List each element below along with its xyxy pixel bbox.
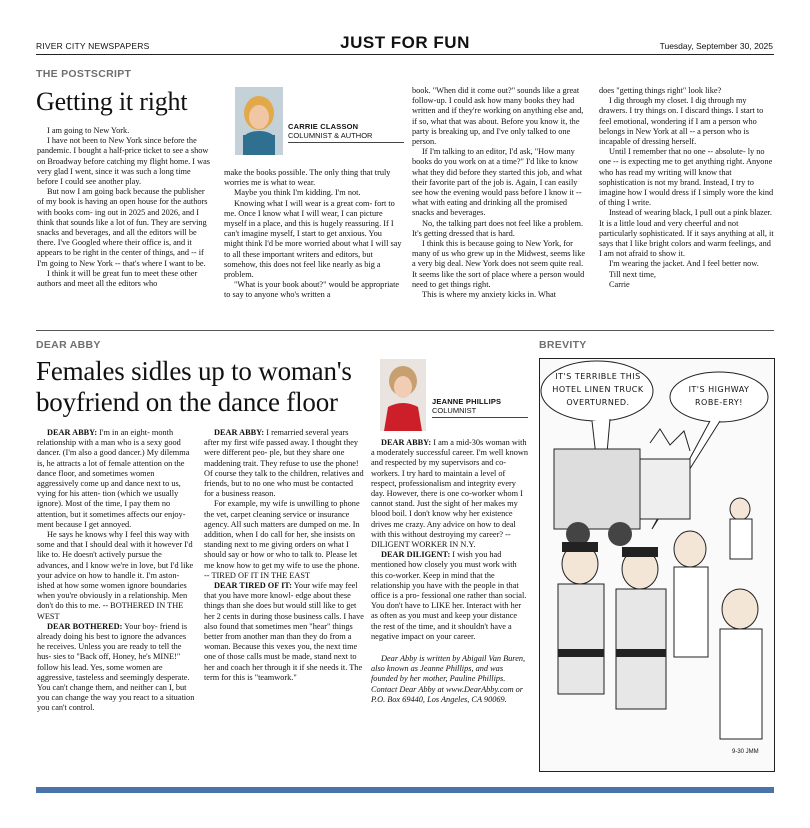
postscript-section-label: THE POSTSCRIPT: [36, 68, 132, 80]
paragraph: Instead of wearing black, I pull out a pink blazer. It is a little loud and very cheerful and not particularly sophisticated. If it says anything at all, it says that I like bright colors and warm feelings, and I am not afraid to show it.: [599, 208, 774, 259]
postscript-headline: Getting it right: [36, 87, 188, 116]
letter-paragraph: For example, my wife is unwilling to phone the vet, carpet cleaning service or insurance agency. All such matters are dumped on me. In addition, when I do call for her, she insists on standing next to me giving orders on what I should say or how or who to talk to. Please let me know how to get my wife to use the phone. -- TIRED OF IT IN THE EAST: [204, 499, 360, 580]
section-title: JUST FOR FUN: [340, 33, 470, 52]
paragraph: But now I am going back because the publisher of my book is having an open house for the authors with books com- ing out in 2025 and 2026, and I think that sounds like a lot of fun. They are serving snacks and beverages, and all the editors will be there. I've Googled where their office is, and it appears to be right in the center of things, and -- if I'm going to New York -- that's where I want to be.: [37, 187, 208, 268]
postscript-column-4: [599, 86, 774, 290]
paragraph: Knowing what I will wear is a great com- fort to me. Once I know what I will wear, I can picture myself in a place, and this is hugely reassuring. If I can't imagine myself, I start to get anxious. You might think I'd be more worried about what I will say to all these important writers and editors, but somehow, this does not feel like nearly as big a problem.: [224, 198, 402, 280]
dear-abby-headline-line-1: Females sidles up to woman's: [36, 356, 352, 386]
postscript-byline-name: CARRIE CLASSON: [288, 122, 359, 131]
paragraph: I have not been to New York since before the pandemic. I bought a half-price ticket to see a show on Broadway before catching my flight home. I was very glad I went, since it was such a long time before I could see another play.: [37, 136, 211, 187]
columnist-portrait-icon: [235, 87, 283, 155]
salutation: DEAR TIRED OF IT:: [214, 581, 292, 591]
publication-name: RIVER CITY NEWSPAPERS: [36, 41, 150, 51]
paragraph: I think it will be great fun to meet these other authors and meet all the editors who: [37, 268, 198, 289]
paragraph: make the books possible. The only thing that truly worries me is what to wear.: [224, 168, 391, 188]
paragraph: Till next time,: [609, 269, 656, 279]
dear-abby-column-1: [37, 428, 195, 714]
dear-abby-column-3: [371, 438, 529, 705]
letter-paragraph: DEAR ABBY: I remarried several years after my first wife passed away. I thought they were different peo- ple, but they share one maddening trait. They refuse to use the phone! Of course they talk to the children, relatives and friends, but to no one who must be contacted for a business reason.: [204, 428, 364, 499]
dear-abby-byline-name: JEANNE PHILLIPS: [432, 397, 502, 406]
paragraph: "What is your book about?" would be appropriate to say to anyone who's written a: [224, 280, 400, 300]
paragraph: This is where my anxiety kicks in. What: [422, 290, 556, 300]
comic-signature: 9-30 JMM: [732, 749, 759, 755]
letter-paragraph: DEAR BOTHERED: Your boy- friend is already doing his best to ignore the advances he receives. Unless you are ready to tell the hus- sies to "Back off, Honey, he's MINE!" follow his lead. Yes, some women are aggressive, tasteless and seemingly desperate. You can't change them, and neither can I, but you can change the way you react to a situation you can't control.: [37, 621, 195, 713]
dear-abby-column-2: [204, 428, 364, 683]
letter-paragraph: He says he knows why I feel this way with some and that I should deal with it however I'd like to. He doesn't actively pursue the advances, and I know we're in love, but I'd like your advice on how to handle it. I'm aston- ished at how some women ignore boundaries when you're obviously in a relationship. Men don't do this to me. -- BOTHERED IN THE WEST: [37, 530, 194, 621]
footer-accent-bar: [36, 787, 774, 793]
paragraph: I dig through my closet. I dig through my drawers. I try things on. I discard things. I start to feel emotional, wondering if I am a person who belongs in New York at all -- a person who is incapable of dressing herself.: [599, 96, 764, 147]
dear-abby-headline-line-2: boyfriend on the dance floor: [36, 387, 338, 417]
salutation: DEAR ABBY:: [47, 428, 98, 437]
masthead-rule: [36, 54, 774, 55]
letter-paragraph: DEAR DILIGENT: I wish you had mentioned how closely you must work with this co-worker. Keep in mind that the relationship you have with the people in that office is a pro- fessional one rather than social. You don't have to LIKE her. Interact with her as often as you must and keep your distance the rest of the time, and it shouldn't have a negative impact on your career.: [371, 550, 527, 641]
speech-bubble-right: IT'S HIGHWAY ROBE-ERY!: [688, 385, 750, 407]
salutation: DEAR DILIGENT:: [381, 550, 451, 560]
salutation: DEAR BOTHERED:: [47, 621, 123, 631]
byline-rule: [288, 142, 404, 143]
brevity-comic-panel: [539, 358, 775, 772]
paragraph: I am going to New York.: [47, 126, 130, 135]
comic-illustration: [540, 359, 774, 771]
dear-abby-section-label: DEAR ABBY: [36, 339, 101, 351]
paragraph: If I'm talking to an editor, I'd ask, "How many books do you work on at a time?" I'd like to know what they did before they started this job, and what their favorite part of the job is. Again, I can easily see how the evening would pass before I know it -- what with eating and drinking all the promised snacks and beverages.: [412, 147, 583, 218]
salutation: DEAR ABBY:: [214, 428, 265, 437]
letter-paragraph: DEAR ABBY: I am a mid-30s woman with a moderately successful career. I'm well known and respected by my supervisors and co-workers. I try hard to maintain a level of respect, professionalism and integrity every day. However, there is one co-worker whom I cannot stand. Just the sight of her makes my blood boil. I don't know why her existence drives me crazy. Any advice on how to deal with this without destroying my career? -- DILIGENT WORKER IN N.Y.: [371, 438, 529, 550]
postscript-column-2: [224, 168, 402, 301]
byline-rule: [432, 417, 528, 418]
letter-paragraph: DEAR ABBY: I'm in an eight- month relationship with a man who is a sexy good dancer. (I'm also a good dancer.) My dilemma is, he attracts a lot of female attention on the dance floor, and sometimes women aggressively come up and dance next to us, vying for his atten- tion (which we usually ignore). Most of the time, I pay them no attention, but it sometimes affects our enjoy- ment because I get annoyed.: [37, 428, 190, 529]
postscript-column-1: [37, 126, 211, 289]
postscript-byline-title: COLUMNIST & AUTHOR: [288, 131, 373, 140]
paragraph: Maybe you think I'm kidding. I'm not.: [234, 188, 361, 198]
paragraph: I'm wearing the jacket. And I feel better now.: [609, 259, 759, 269]
brevity-section-label: BREVITY: [539, 339, 587, 351]
paragraph: does "getting things right" look like?: [599, 86, 722, 95]
speech-bubble-left: IT'S TERRIBLE THIS HOTEL LINEN TRUCK OVERTURNED.: [552, 372, 644, 407]
jeanne-phillips-photo: [380, 359, 426, 431]
salutation: DEAR ABBY:: [381, 438, 432, 447]
paragraph: I think this is because going to New York, for many of us who grew up in the Midwest, seems like a very big deal. New York does not seem quite real. It seems like the sort of place where a person would need to get things right.: [412, 239, 586, 289]
postscript-column-3: [412, 86, 590, 300]
issue-date: Tuesday, September 30, 2025: [659, 41, 773, 51]
letter-paragraph: DEAR TIRED OF IT: Your wife may feel that you have more knowl- edge about these things than she does but would still like to get her 2 cents in during those business calls. I have also found that sometimes men "hear" things better from another man than they do from a woman. Because this vexes you, the next time one of those calls must be made, stand next to her and coach her through it if she needs it. The term for this is "teamwork.": [204, 581, 364, 682]
paragraph: Carrie: [609, 279, 630, 289]
paragraph: Until I remember that no one -- absolute- ly no one -- is expecting me to get anything right. Anyone who has read my writing will know that sophistication is not my brand. Instead, I try to imagine how I would dress if I simply wore the kind of thing I write.: [599, 147, 774, 208]
contact-note: Dear Abby is written by Abigail Van Buren, also known as Jeanne Phillips, and was founded by her mother, Pauline Phillips. Contact Dear Abby at www.DearAbby.com or P.O. Box 69440, Los Angeles, CA 90069.: [371, 654, 526, 704]
paragraph: No, the talking part does not feel like a problem. It's getting dressed that is hard.: [412, 218, 584, 238]
carrie-classon-photo: [235, 87, 283, 155]
dear-abby-byline-title: COLUMNIST: [432, 406, 477, 415]
columnist-portrait-icon: [380, 359, 426, 431]
paragraph: book. "When did it come out?" sounds like a great follow-up. I could ask how many books they had written and if they're working on anything else and, if so, what that was about. Before you know it, the party is breaking up, and I've only talked to one person.: [412, 86, 584, 147]
section-divider: [36, 330, 774, 331]
